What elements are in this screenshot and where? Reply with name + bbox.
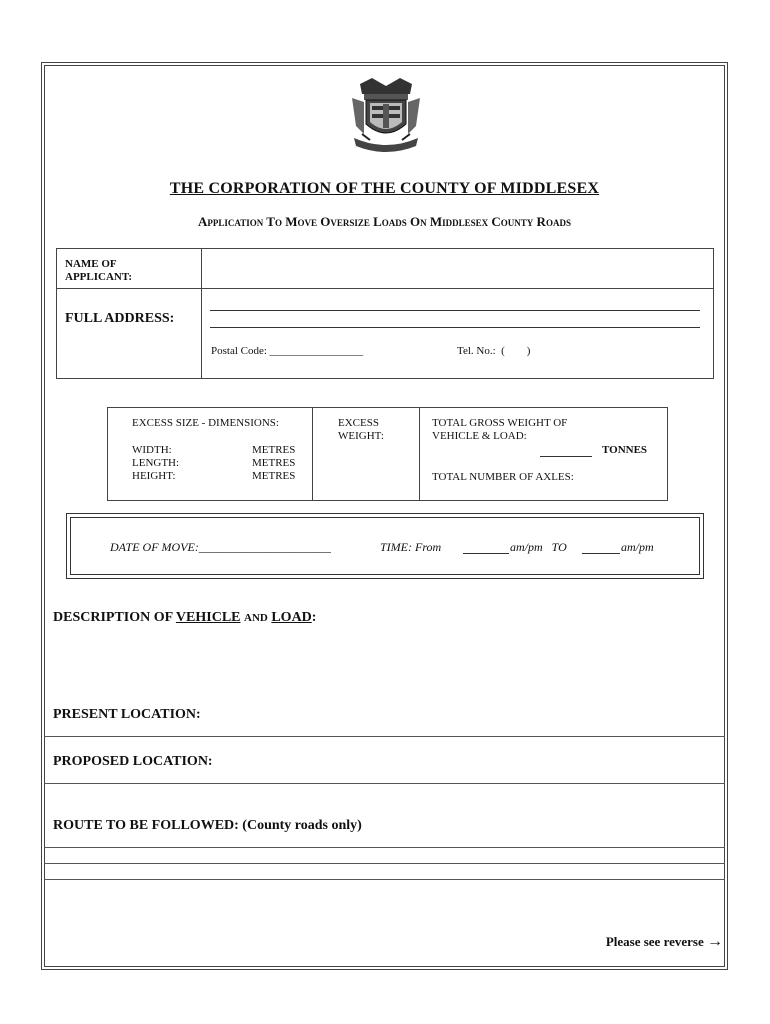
present-location-label: PRESENT LOCATION:	[53, 707, 201, 722]
date-of-move-field[interactable]: DATE OF MOVE:______________________	[110, 540, 331, 554]
description-heading	[53, 610, 316, 626]
dimension-row[interactable]	[132, 470, 295, 483]
dimension-unit: METRES	[252, 444, 296, 456]
dimension-unit: METRES	[252, 457, 296, 469]
proposed-location-area[interactable]	[44, 737, 725, 783]
arrow-right-icon: →	[707, 933, 723, 950]
excess-weight-line1: EXCESS	[338, 417, 379, 429]
excess-size-heading: EXCESS SIZE - DIMENSIONS:	[132, 417, 279, 429]
page-subtitle: Application To Move Oversize Loads On Middlesex County Roads	[198, 214, 571, 229]
dimension-label: LENGTH:	[132, 457, 180, 469]
tel-field[interactable]: Tel. No.: ( )	[457, 345, 531, 357]
description-prefix: DESCRIPTION OF	[53, 610, 173, 625]
address-line-2[interactable]	[210, 327, 700, 328]
time-from-label: TIME: From	[380, 540, 442, 554]
dimension-row[interactable]	[132, 444, 295, 457]
postal-code-blank: : _________________	[263, 345, 364, 357]
ampm-label: am/pm	[621, 540, 654, 554]
route-label: ROUTE TO BE FOLLOWED: (County roads only)	[53, 818, 362, 833]
gross-weight-line1: TOTAL GROSS WEIGHT OF	[432, 417, 568, 429]
gross-weight-column	[419, 408, 667, 500]
address-label: FULL ADDRESS:	[65, 311, 175, 326]
excess-size-column	[108, 408, 313, 500]
route-area[interactable]	[44, 880, 725, 930]
name-input-cell[interactable]	[202, 249, 714, 289]
ampm-to-label: am/pm TO	[510, 540, 567, 554]
divider	[44, 783, 725, 784]
time-to-blank[interactable]	[582, 553, 620, 554]
applicant-table	[56, 248, 714, 379]
dimension-label: WIDTH:	[132, 444, 172, 456]
address-input-cell[interactable]	[202, 289, 714, 379]
name-label-cell	[57, 249, 202, 289]
postal-code-field[interactable]	[211, 345, 363, 357]
route-line-2[interactable]	[44, 864, 725, 879]
tonnes-label: TONNES	[602, 444, 648, 456]
address-label-cell	[57, 289, 202, 379]
name-label-line1: NAME OF	[65, 258, 117, 270]
address-line-1[interactable]	[210, 310, 700, 311]
axles-label[interactable]: TOTAL NUMBER OF AXLES:	[432, 471, 574, 483]
see-reverse-label: Please see reverse	[605, 934, 704, 949]
load-word: LOAD	[271, 610, 312, 625]
dimension-unit: METRES	[252, 470, 296, 482]
page-title: THE CORPORATION OF THE COUNTY OF MIDDLESEX	[169, 180, 600, 197]
dimension-rows	[132, 444, 295, 483]
vehicle-word: VEHICLE	[175, 610, 241, 625]
dimensions-box	[107, 407, 668, 501]
description-colon: :	[311, 610, 317, 625]
gross-weight-line2: VEHICLE & LOAD:	[432, 430, 527, 442]
name-label-line2: APPLICANT:	[65, 271, 133, 283]
description-area[interactable]	[44, 630, 725, 696]
route-line-1[interactable]	[44, 848, 725, 863]
dimension-row[interactable]	[132, 457, 295, 470]
county-crest-icon	[350, 76, 422, 152]
time-from-blank[interactable]	[463, 553, 509, 554]
excess-weight-line2: WEIGHT:	[338, 430, 384, 442]
and-word: AND	[244, 612, 268, 624]
postal-code-label: Postal Code	[211, 345, 264, 357]
tonnes-blank[interactable]	[540, 456, 592, 457]
dimension-label: HEIGHT:	[132, 470, 176, 482]
proposed-location-label: PROPOSED LOCATION:	[53, 754, 213, 769]
see-reverse-note	[606, 933, 723, 951]
excess-weight-column[interactable]	[312, 408, 420, 500]
present-location-area[interactable]	[44, 700, 725, 736]
